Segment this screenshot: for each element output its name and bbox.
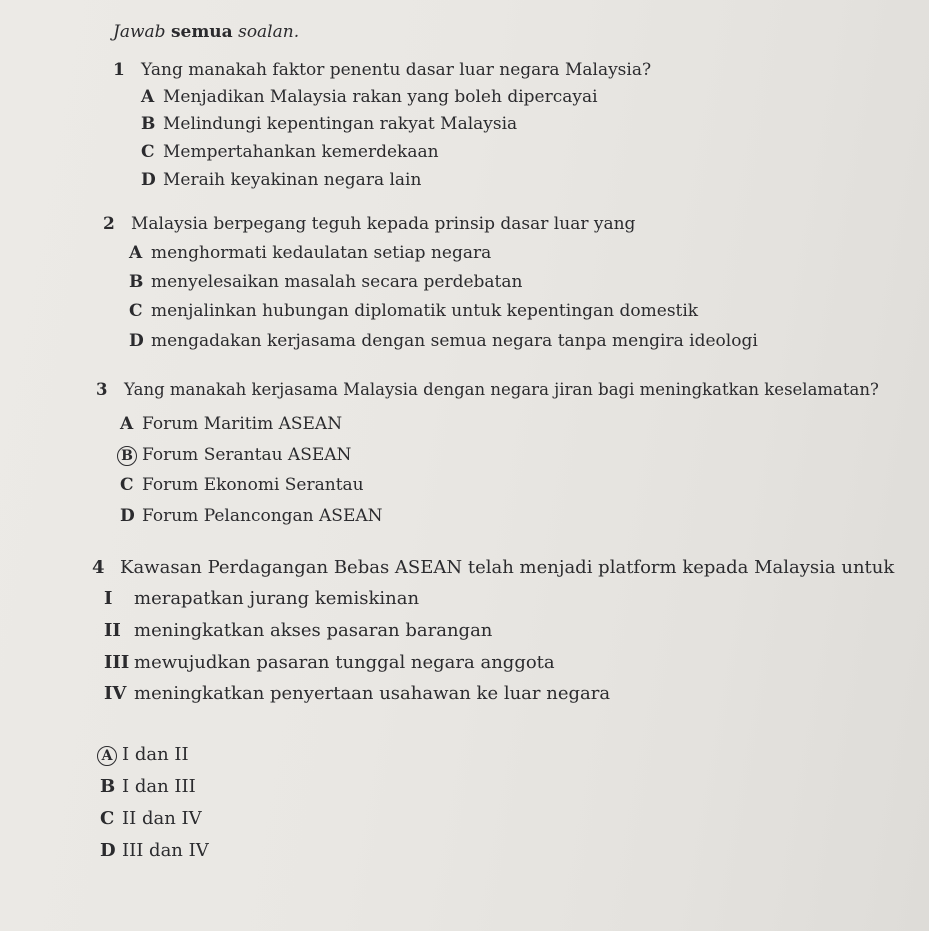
option-a-selected: A I dan II (100, 744, 189, 766)
option-c: C Forum Ekonomi Serantau (120, 475, 364, 495)
option-d: D mengadakan kerjasama dengan semua negara tanpa mengira ideologi (129, 331, 758, 351)
statement-iv: IV meningkatkan penyertaan usahawan ke luar negara (104, 683, 611, 704)
option-a: A menghormati kedaulatan setiap negara (129, 243, 492, 263)
statement-i: I merapatkan jurang kemiskinan (104, 588, 420, 609)
question-stem: 2 Malaysia berpegang teguh kepada prinsip dasar luar yang (103, 214, 636, 234)
option-d: D III dan IV (100, 840, 209, 861)
option-c: C menjalinkan hubungan diplomatik untuk kepentingan domestik (129, 301, 699, 321)
option-a: A Forum Maritim ASEAN (120, 414, 343, 434)
option-c: C Mempertahankan kemerdekaan (141, 142, 439, 162)
option-c: C II dan IV (100, 808, 202, 829)
option-b-selected: B Forum Serantau ASEAN (120, 445, 351, 466)
question-stem: 3 Yang manakah kerjasama Malaysia dengan negara jiran bagi meningkatkan keselamatan? (96, 380, 879, 399)
question-stem: 4 Kawasan Perdagangan Bebas ASEAN telah menjadi platform kepada Malaysia untuk (92, 557, 895, 578)
selected-answer-circle: B (120, 445, 142, 466)
statement-ii: II meningkatkan akses pasaran barangan (104, 620, 493, 641)
show-through-text (440, 8, 445, 26)
option-b: B menyelesaikan masalah secara perdebatan (129, 272, 523, 292)
instruction: Jawab semua soalan. (113, 22, 300, 42)
option-b: B I dan III (100, 776, 196, 797)
option-d: D Meraih keyakinan negara lain (141, 170, 422, 190)
option-b: B Melindungi kepentingan rakyat Malaysia (141, 114, 518, 134)
question-stem: 1 Yang manakah faktor penentu dasar luar negara Malaysia? (113, 60, 652, 80)
selected-answer-circle: A (100, 744, 122, 766)
statement-iii: III mewujudkan pasaran tunggal negara anggota (104, 652, 555, 673)
option-d: D Forum Pelancongan ASEAN (120, 506, 383, 526)
option-a: A Menjadikan Malaysia rakan yang boleh dipercayai (141, 87, 598, 107)
